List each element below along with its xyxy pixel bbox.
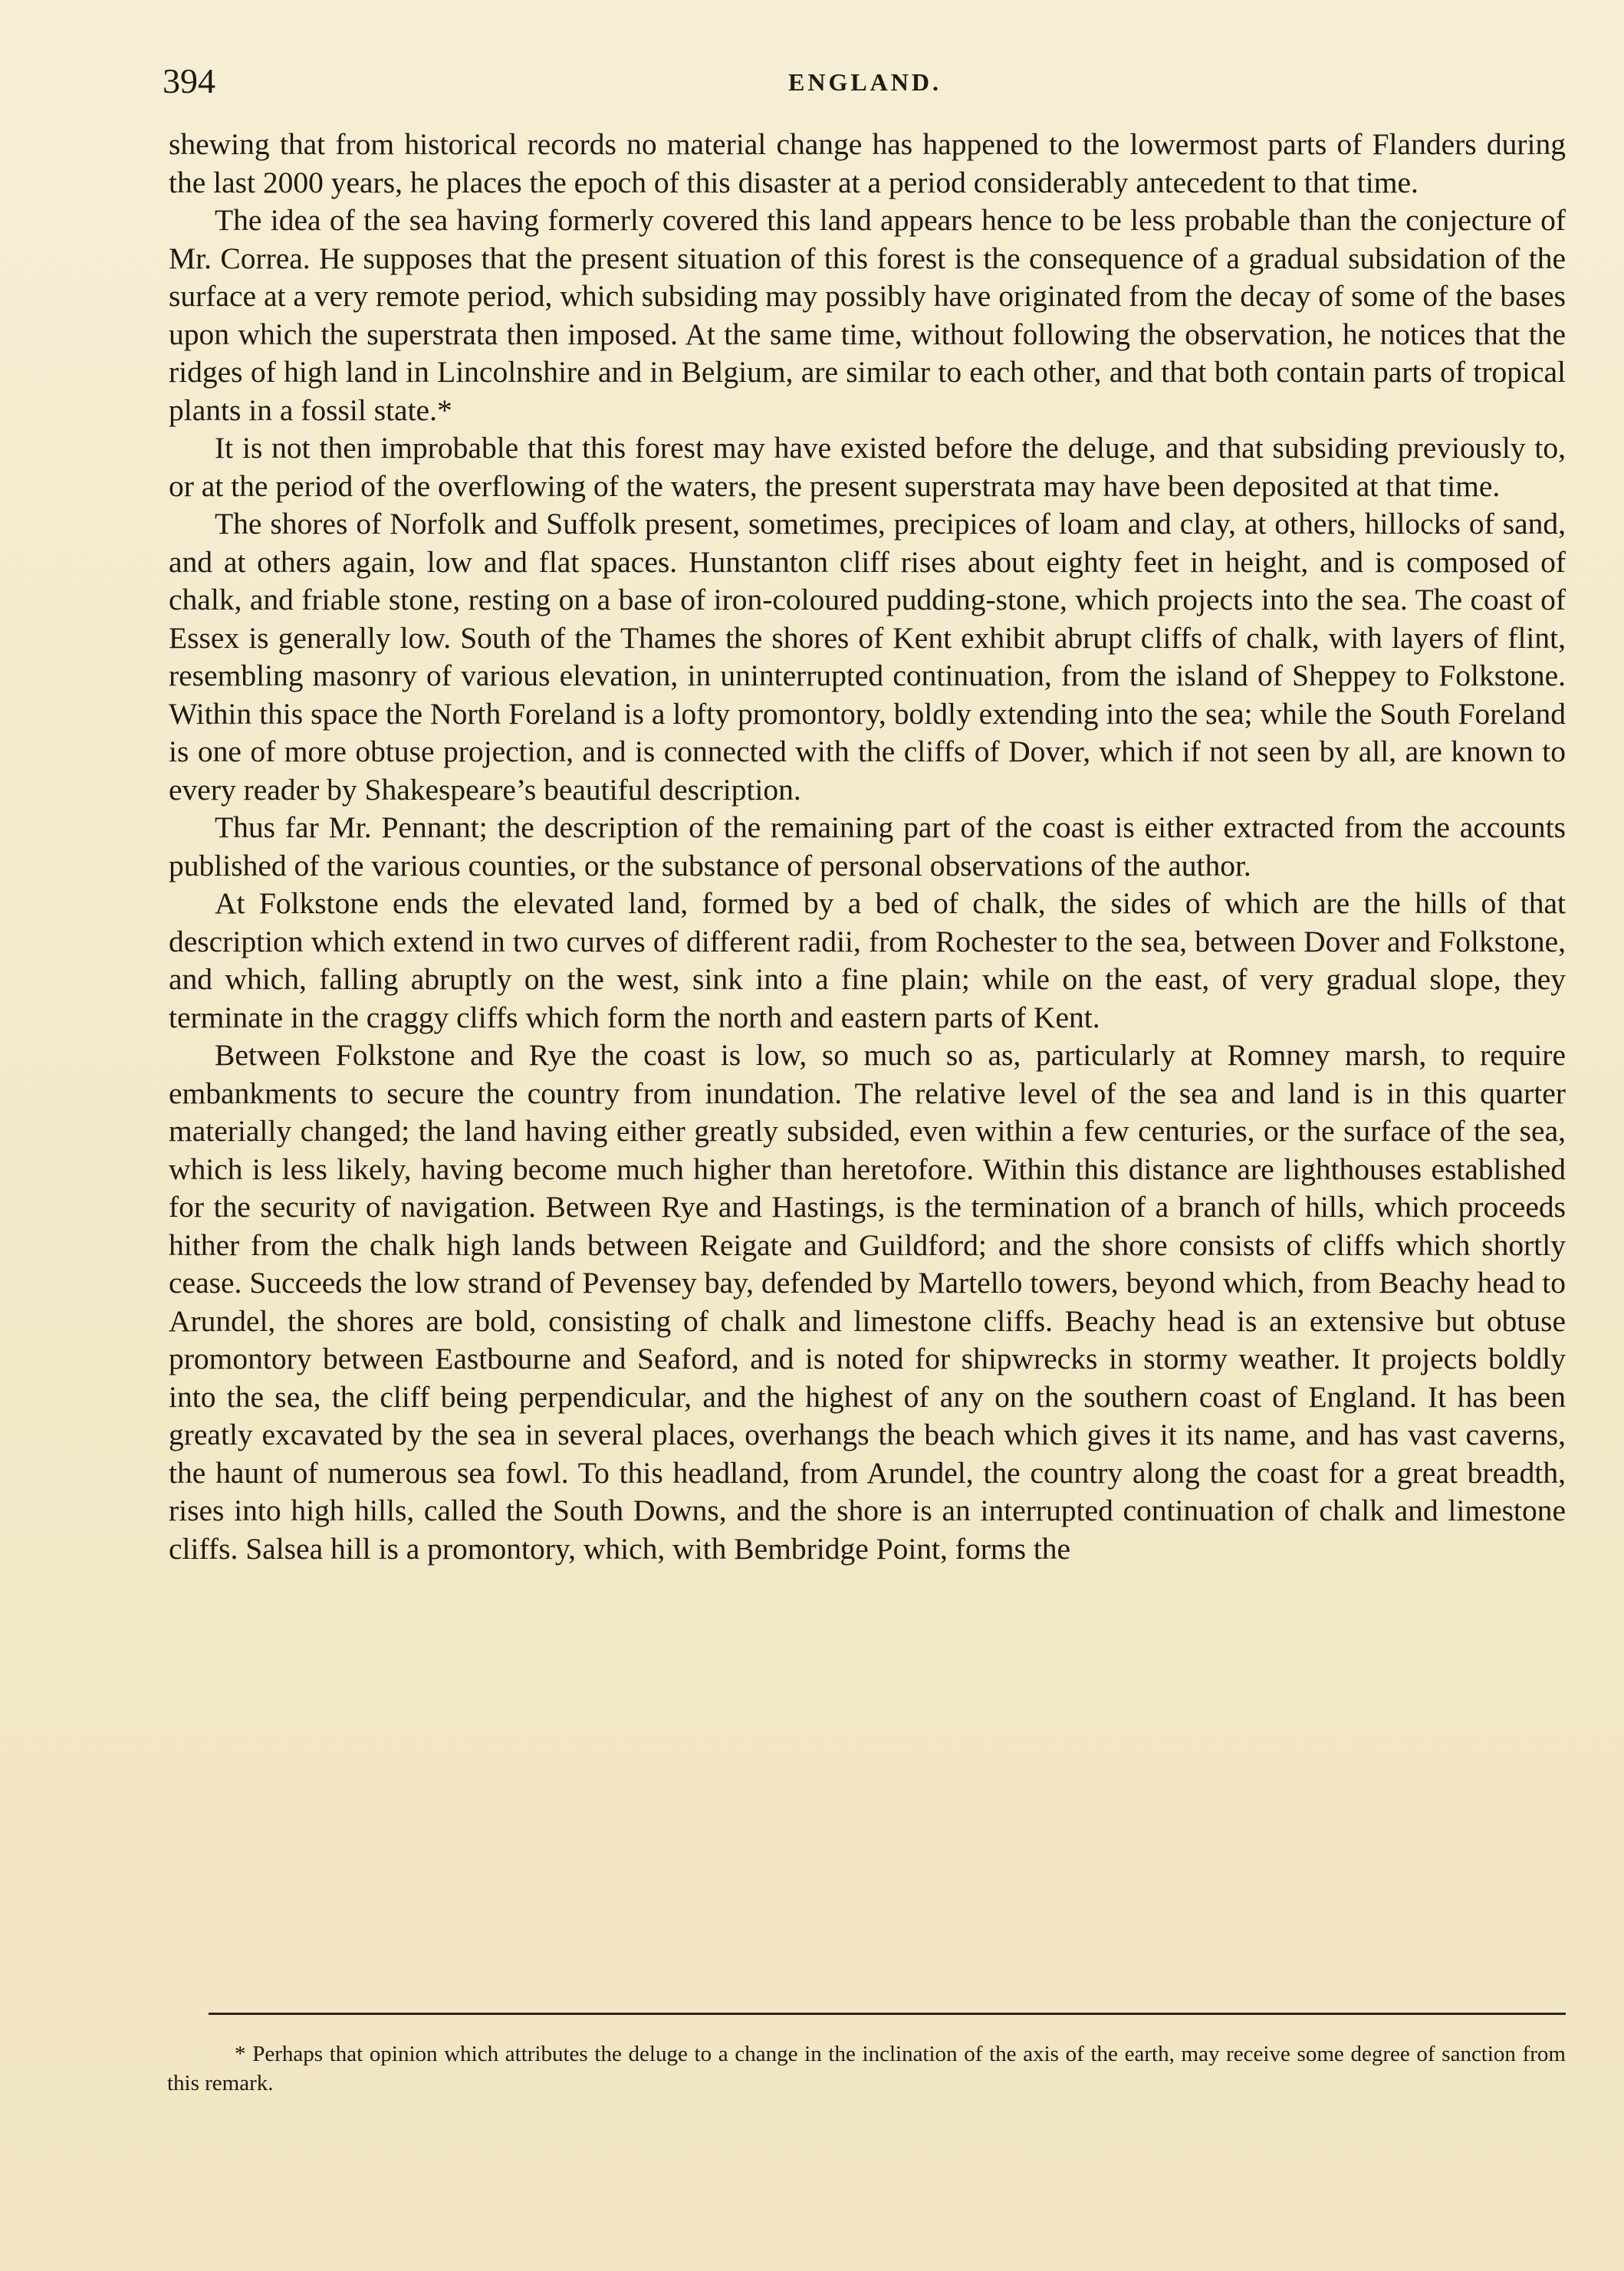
running-head: ENGLAND. [787,68,942,96]
paragraph-2: The idea of the sea having formerly covered this land appears hence to be less probable than the conjecture of Mr. Correa. He supposes that the present situation of this forest is the consequence of a gradual subsidation of the surface at a very remote period, which subsiding may possibly have originated from the decay of some of the bases upon which the superstrata then imposed. At the same time, without following the observation, he notices that the ridges of high land in Lincolnshire and in Belgium, are similar to each other, and that both contain parts of tropical plants in a fossil state.* [169,203,1566,427]
page-number: 394 [163,61,215,100]
paragraph-1: shewing that from historical records no material change has happened to the lowermost parts of Flanders during the last 2000 years, he places the epoch of this disaster at a period considerably antecedent to that time. [169,127,1566,199]
footnote: * Perhaps that opinion which attributes the deluge to a change in the inclination of the axis of the earth, may receive some degree of sanction from this remark. [167,2042,1566,2095]
footnote-divider [209,2013,1566,2015]
page-header [163,60,1567,103]
paragraph-3: It is not then improbable that this forest may have existed before the deluge, and that subsiding previously to, or at the period of the overflowing of the waters, the present superstrata may have been deposited at that time. [169,431,1566,503]
paragraph-7: Between Folkstone and Rye the coast is low, so much so as, particularly at Romney marsh, to require embankments to secure the country from inundation. The relative level of the sea and land is in this quarter materially changed; the land having either greatly subsided, even within a few centuries, or the surface of the sea, which is less likely, having become much higher than heretofore. Within this distance are lighthouses established for the security of navigation. Between Rye and Hastings, is the termination of a branch of hills, which proceeds hither from the chalk high lands between Reigate and Guildford; and the shore consists of cliffs which shortly cease. Succeeds the low strand of Pevensey bay, defended by Martello towers, beyond which, from Beachy head to Arundel, the shores are bold, consisting of chalk and limestone cliffs. Beachy head is an extensive but obtuse promontory between Eastbourne and Seaford, and is noted for shipwrecks in stormy weather. It projects boldly into the sea, the cliff being perpendicular, and the highest of any on the southern coast of England. It has been greatly excavated by the sea in several places, overhangs the beach which gives it its name, and has vast caverns, the haunt of numerous sea fowl. To this headland, from Arundel, the country along the coast for a great breadth, rises into high hills, called the South Downs, and the shore is an interrupted continuation of chalk and limestone cliffs. Salsea hill is a promontory, which, with Bembridge Point, forms the [169,1038,1566,1566]
body-text [169,126,1566,1568]
paragraph-4: The shores of Norfolk and Suffolk present, sometimes, precipices of loam and clay, at others, hillocks of sand, and at others again, low and flat spaces. Hunstanton cliff rises about eighty feet in height, and is composed of chalk, and friable stone, resting on a base of iron-coloured pudding-stone, which projects into the sea. The coast of Essex is generally low. South of the Thames the shores of Kent exhibit abrupt cliffs of chalk, with layers of flint, resembling masonry of various elevation, in uninterrupted continuation, from the island of Sheppey to Folkstone. Within this space the North Foreland is a lofty promontory, boldly extending into the sea; while the South Foreland is one of more obtuse projection, and is connected with the cliffs of Dover, which if not seen by all, are known to every reader by Shakespeare’s beautiful description. [169,507,1566,807]
paragraph-5: Thus far Mr. Pennant; the description of the remaining part of the coast is either extracted from the accounts published of the various counties, or the substance of personal observations of the author. [169,810,1566,882]
paragraph-6: At Folkstone ends the elevated land, formed by a bed of chalk, the sides of which are the hills of that description which extend in two curves of different radii, from Rochester to the sea, between Dover and Folkstone, and which, falling abruptly on the west, sink into a fine plain; while on the east, of very gradual slope, they terminate in the craggy cliffs which form the north and eastern parts of Kent. [169,886,1566,1034]
